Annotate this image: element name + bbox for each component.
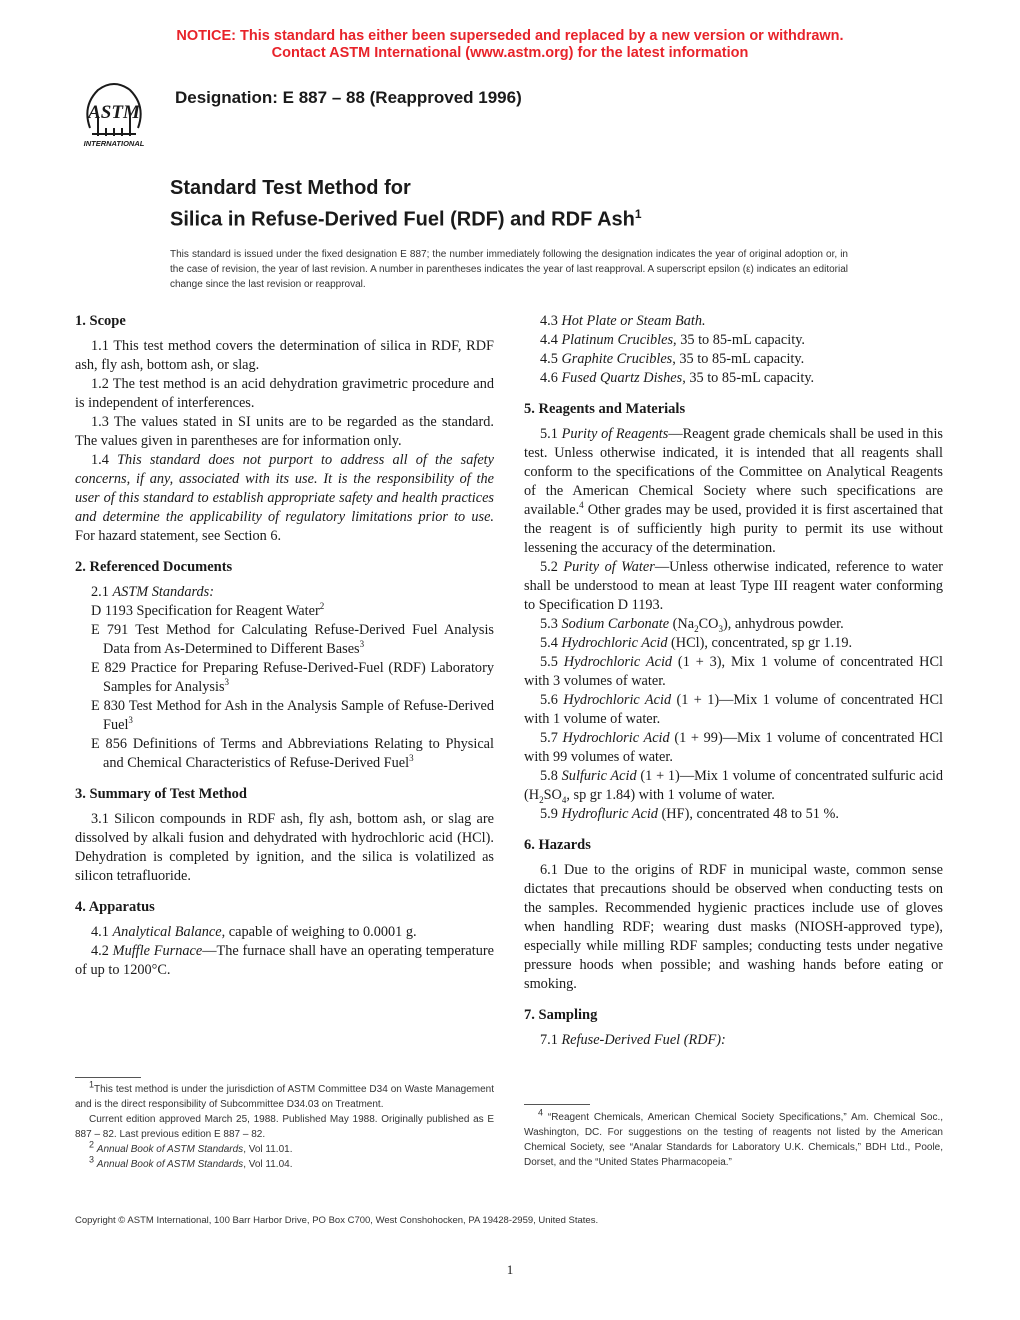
para-number: 5.3	[540, 616, 558, 632]
para-text: CO	[698, 616, 719, 632]
notice-line-1: NOTICE: This standard has either been superseded and replaced by a new version or withdrawn.	[176, 28, 844, 44]
italic-text: Hydrochloric Acid	[563, 692, 672, 708]
para-number: 5.4	[540, 635, 558, 651]
para-number: 5.1	[540, 426, 558, 442]
paragraph	[524, 615, 943, 634]
paragraph	[524, 767, 943, 805]
para-text: (1 + 1)—Mix 1 volume of concentrated HCl with 1 volume of water.	[524, 692, 943, 727]
italic-text: Sodium Carbonate	[561, 616, 670, 632]
reference-item	[75, 602, 494, 621]
section-heading: 6. Hazards	[524, 837, 591, 853]
para-number: 4.2	[91, 943, 109, 959]
reference-item	[75, 697, 494, 735]
section-sampling	[524, 1006, 943, 1050]
paragraph	[75, 451, 494, 546]
italic-text: Fused Quartz Dishes	[561, 370, 683, 386]
paragraph	[524, 312, 943, 331]
footnotes-right	[524, 1107, 943, 1170]
para-text: —Unless otherwise indicated, reference to water shall be understood to mean at least Type III reagent water conforming to Specification D 1193.	[524, 559, 944, 613]
preamble: This standard is issued under the fixed designation E 887; the number immediately following the designation indicates the year of original adoption or, in the case of revision, the year of last revision. A number in parentheses indicates the year of last reapproval. A superscript epsilon (ε) indicates an editorial change since the last revision or reapproval.	[170, 249, 848, 290]
para-number: 5.5	[540, 654, 558, 670]
section-summary	[75, 785, 494, 886]
footnote-text: , Vol 11.01.	[243, 1144, 293, 1155]
italic-text: Annual Book of ASTM Standards	[96, 1144, 244, 1155]
italic-text: Purity of Reagents	[561, 426, 669, 442]
section-heading: 2. Referenced Documents	[75, 559, 233, 575]
para-text: , capable of weighing to 0.0001 g.	[221, 924, 417, 940]
paragraph	[524, 350, 943, 369]
section-referenced-documents	[75, 558, 494, 773]
paragraph	[75, 583, 494, 602]
footnote-text: , Vol 11.04.	[243, 1159, 293, 1170]
copyright: Copyright © ASTM International, 100 Barr Harbor Drive, PO Box C700, West Conshohocken, PA 19428-2959, United States.	[75, 1215, 599, 1226]
italic-text: Platinum Crucibles	[561, 332, 674, 348]
paragraph: 6.1 Due to the origins of RDF in municipal waste, common sense dictates that precautions should be observed when conducting tests on the samples. Recommended hygienic practices include use of gloves when handling RDF; wearing dust masks (NIOSH-approved type), especially while milling RDF samples; conducting tests under negative pressure hoods when possible; and washing hands before eating or smoking.	[524, 862, 943, 992]
paragraph: 1.2 The test method is an acid dehydration gravimetric procedure and is independent of interferences.	[75, 376, 494, 411]
reference-text: D 1193 Specification for Reagent Water	[91, 603, 320, 619]
paragraph	[524, 331, 943, 350]
para-text: SO	[543, 787, 562, 803]
subscript: 2	[539, 794, 544, 805]
para-number: 4.6	[540, 370, 558, 386]
para-text: (HF), concentrated 48 to 51 %.	[657, 806, 839, 822]
page-number: 1	[506, 1262, 514, 1277]
reference-text: E 791 Test Method for Calculating Refuse-Derived Fuel Analysis Data from As-Determined to Different Bases	[91, 622, 494, 657]
para-number: 5.2	[540, 559, 558, 575]
footnote-text: “Reagent Chemicals, American Chemical Society Specifications,” Am. Chemical Soc., Washington, DC. For suggestions on the testing of reagents not listed by the American Chemical Society, see “Analar Standards for Laboratory U.K. Chemicals,” BDH Ltd., Poole, Dorset, and the “United States Pharmacopeia.”	[524, 1112, 943, 1168]
para-text: , 35 to 85-mL capacity.	[672, 351, 805, 367]
section-heading: 7. Sampling	[524, 1007, 598, 1023]
reference-item	[75, 735, 494, 773]
section-scope	[75, 312, 494, 546]
italic-text: Purity of Water	[563, 559, 655, 575]
paragraph	[524, 425, 943, 558]
reference-item	[75, 659, 494, 697]
section-heading: 3. Summary of Test Method	[75, 786, 247, 802]
para-number: 7.1	[540, 1032, 558, 1048]
supersession-notice	[0, 28, 1020, 62]
paragraph	[524, 1031, 943, 1050]
section-heading: 1. Scope	[75, 313, 126, 329]
footnote-mark: 3	[128, 715, 133, 726]
footnote-mark: 4	[579, 500, 584, 511]
para-number: 5.6	[540, 692, 558, 708]
footnote-mark: 4	[538, 1107, 544, 1118]
section-apparatus-continued	[524, 312, 943, 388]
paragraph	[524, 634, 943, 653]
paragraph	[75, 942, 494, 980]
para-number: 4.4	[540, 332, 558, 348]
logo-subtext: INTERNATIONAL	[83, 139, 145, 148]
footnotes-left	[75, 1079, 494, 1172]
para-number: 4.1	[91, 924, 109, 940]
section-hazards	[524, 836, 943, 994]
para-text: , 35 to 85-mL capacity.	[673, 332, 805, 348]
footnote-mark: 2	[319, 601, 325, 612]
para-text: , 35 to 85-mL capacity.	[682, 370, 815, 386]
footnote: Current edition approved March 25, 1988. Published May 1988. Originally published as E 887 – 82. Last previous edition E 887 – 82.	[75, 1114, 494, 1140]
paragraph	[524, 805, 943, 824]
para-number: 1.4	[91, 452, 109, 468]
italic-text: Hot Plate or Steam Bath.	[561, 313, 706, 329]
paragraph	[524, 691, 943, 729]
italic-text: This standard does not purport to address all of the safety concerns, if any, associated with its use. It is the responsibility of the user of this standard to establish appropriate safety and health practices and determine the applicability of regulatory limitations prior to use.	[75, 452, 494, 525]
footnote-mark: 3	[224, 677, 230, 688]
subscript: 4	[561, 794, 567, 805]
para-text: , sp gr 1.84) with 1 volume of water.	[566, 787, 775, 803]
para-text: —The furnace shall have an operating temperature of up to 1200°C.	[75, 943, 494, 978]
paragraph	[524, 653, 943, 691]
para-text: Other grades may be used, provided it is first ascertained that the reagent is of sufficiently high purity to permit its use without lessening the accuracy of the determination.	[524, 502, 943, 556]
title-line-1: Standard Test Method for	[170, 177, 411, 199]
designation: Designation: E 887 – 88 (Reapproved 1996)	[175, 88, 522, 107]
footnote	[75, 1079, 494, 1112]
notice-line-2: Contact ASTM International (www.astm.org) for the latest information	[271, 45, 749, 61]
title-line-2-text: Silica in Refuse-Derived Fuel (RDF) and RDF Ash	[170, 208, 635, 231]
italic-text: Annual Book of ASTM Standards	[96, 1159, 244, 1170]
document-title	[170, 175, 642, 233]
paragraph	[524, 369, 943, 388]
para-text: (HCl), concentrated, sp gr 1.19.	[667, 635, 853, 651]
paragraph	[75, 923, 494, 942]
paragraph	[524, 558, 943, 615]
section-heading: 4. Apparatus	[75, 899, 155, 915]
italic-text: Analytical Balance	[112, 924, 222, 940]
section-apparatus	[75, 898, 494, 980]
footnote-rule	[75, 1077, 141, 1078]
para-number: 2.1	[91, 584, 109, 600]
italic-text: Hydrofluric Acid	[561, 806, 658, 822]
italic-text: Muffle Furnace	[112, 943, 203, 959]
italic-text: Sulfuric Acid	[561, 768, 637, 784]
para-text: (1 + 1)—Mix 1 volume of concentrated sulfuric acid (H	[524, 768, 943, 803]
para-number: 5.8	[540, 768, 558, 784]
subscript: 3	[718, 623, 723, 634]
logo-letters: ASTM	[88, 102, 140, 123]
italic-text: Hydrochloric Acid	[561, 635, 668, 651]
italic-text: Hydrochloric Acid	[562, 730, 670, 746]
para-text: (1 + 3), Mix 1 volume of concentrated HCl with 3 volumes of water.	[524, 654, 943, 689]
footnote	[75, 1154, 494, 1172]
para-text: ), anhydrous powder.	[722, 616, 844, 632]
para-text: (1 + 99)—Mix 1 volume of concentrated HCl with 99 volumes of water.	[524, 730, 943, 765]
para-text: —Reagent grade chemicals shall be used in this test. Unless otherwise indicated, it is intended that all reagents shall conform to the specifications of the Committee on Analytical Reagents of the American Chemical Society where such specifications are available.	[524, 426, 943, 518]
paragraph: 1.1 This test method covers the determination of silica in RDF, RDF ash, fly ash, bottom ash, or slag.	[75, 338, 494, 373]
paragraph: 3.1 Silicon compounds in RDF ash, fly ash, bottom ash, or slag are dissolved by alkali fusion and dehydrated with hydrochloric acid (HCl). Dehydration is completed by ignition, and the silica is volatilized as silicon tetrafluoride.	[75, 811, 494, 884]
italic-text: Hydrochloric Acid	[563, 654, 673, 670]
right-column	[524, 312, 943, 1062]
para-number: 4.3	[540, 313, 558, 329]
astm-logo	[68, 76, 160, 148]
footnote-mark: 3	[359, 639, 365, 650]
left-column	[75, 312, 494, 992]
reference-text: E 830 Test Method for Ash in the Analysis Sample of Refuse-Derived Fuel	[91, 698, 494, 733]
italic-text: ASTM Standards:	[112, 584, 214, 600]
para-text: For hazard statement, see Section 6.	[75, 528, 282, 544]
title-footnote-mark: 1	[634, 207, 642, 221]
para-number: 5.7	[540, 730, 558, 746]
paragraph: 1.3 The values stated in SI units are to be regarded as the standard. The values given in parentheses are for information only.	[75, 414, 494, 449]
footnote-mark: 1	[89, 1079, 95, 1090]
footnote	[75, 1139, 494, 1157]
title-line-2	[170, 201, 642, 233]
footnote-mark: 2	[89, 1139, 95, 1150]
footnote-text: This test method is under the jurisdiction of ASTM Committee D34 on Waste Management and is the direct responsibility of Subcommittee D34.03 on Treatment.	[75, 1084, 494, 1110]
footnote-rule	[524, 1104, 590, 1105]
reference-text: E 829 Practice for Preparing Refuse-Derived-Fuel (RDF) Laboratory Samples for Analysis	[91, 660, 494, 695]
subscript: 2	[694, 623, 699, 634]
footnote-mark: 3	[89, 1154, 95, 1165]
italic-text: Graphite Crucibles	[561, 351, 673, 367]
footnote-mark: 3	[409, 753, 414, 764]
footnote	[524, 1107, 943, 1170]
section-reagents	[524, 400, 943, 824]
reference-item	[75, 621, 494, 659]
para-number: 4.5	[540, 351, 558, 367]
reference-text: E 856 Definitions of Terms and Abbreviations Relating to Physical and Chemical Characteristics of Refuse-Derived Fuel	[91, 736, 494, 771]
para-text: (Na	[669, 616, 695, 632]
section-heading: 5. Reagents and Materials	[524, 401, 686, 417]
para-number: 5.9	[540, 806, 558, 822]
paragraph	[524, 729, 943, 767]
italic-text: Refuse-Derived Fuel (RDF):	[561, 1032, 726, 1048]
